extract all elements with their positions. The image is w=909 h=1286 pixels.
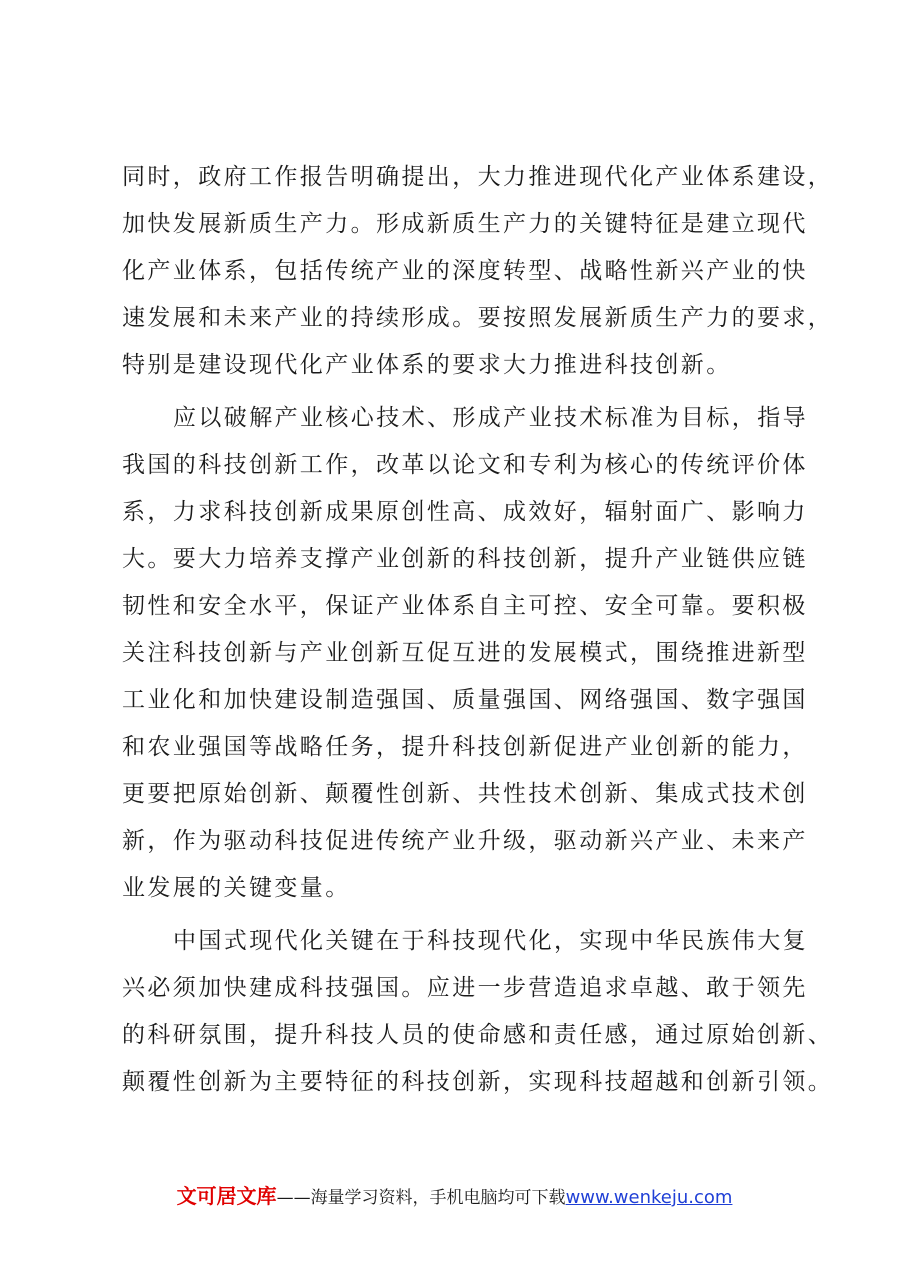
text-line: 同时，政府工作报告明确提出，大力推进现代化产业体系建设， bbox=[122, 164, 834, 190]
text-line: 化产业体系，包括传统产业的深度转型、战略性新兴产业的快 bbox=[122, 258, 808, 284]
footer-tagline: ——海量学习资料，手机电脑均可下载 bbox=[276, 1188, 566, 1208]
text-line: 业发展的关键变量。 bbox=[122, 875, 351, 901]
text-line: 工业化和加快建设制造强国、质量强国、网络强国、数字强国 bbox=[122, 687, 808, 713]
text-line: 的科研氛围，提升科技人员的使命感和责任感，通过原始创新、 bbox=[122, 1022, 834, 1048]
text-line: 大。要大力培养支撑产业创新的科技创新，提升产业链供应链 bbox=[122, 546, 808, 572]
text-line: 兴必须加快建成科技强国。应进一步营造追求卓越、敢于领先 bbox=[122, 975, 808, 1001]
paragraph-3 bbox=[122, 918, 834, 1106]
text-line: 颠覆性创新为主要特征的科技创新，实现科技超越和创新引领。 bbox=[122, 1069, 834, 1095]
text-line: 和农业强国等战略任务，提升科技创新促进产业创新的能力， bbox=[122, 734, 808, 760]
paragraph-1 bbox=[122, 154, 834, 389]
document-body bbox=[122, 154, 834, 1106]
text-line: 关注科技创新与产业创新互促互进的发展模式，围绕推进新型 bbox=[122, 640, 808, 666]
text-line: 我国的科技创新工作，改革以论文和专利为核心的传统评价体 bbox=[122, 452, 808, 478]
text-line: 应以破解产业核心技术、形成产业技术标准为目标，指导 bbox=[173, 405, 808, 431]
text-line: 速发展和未来产业的持续形成。要按照发展新质生产力的要求， bbox=[122, 305, 834, 331]
website-link[interactable]: www.wenkeju.com bbox=[565, 1187, 733, 1208]
paragraph-2 bbox=[122, 395, 822, 912]
text-line: 中国式现代化关键在于科技现代化，实现中华民族伟大复 bbox=[173, 928, 808, 954]
footer-banner bbox=[0, 1180, 909, 1209]
text-line: 韧性和安全水平，保证产业体系自主可控、安全可靠。要积极 bbox=[122, 593, 808, 619]
text-line: 加快发展新质生产力。形成新质生产力的关键特征是建立现代 bbox=[122, 211, 808, 237]
text-line: 更要把原始创新、颠覆性创新、共性技术创新、集成式技术创 bbox=[122, 781, 808, 807]
text-line: 特别是建设现代化产业体系的要求大力推进科技创新。 bbox=[122, 352, 732, 378]
text-line: 系，力求科技创新成果原创性高、成效好，辐射面广、影响力 bbox=[122, 499, 808, 525]
brand-name: 文可居文库 bbox=[176, 1184, 277, 1208]
text-line: 新，作为驱动科技促进传统产业升级，驱动新兴产业、未来产 bbox=[122, 828, 808, 854]
